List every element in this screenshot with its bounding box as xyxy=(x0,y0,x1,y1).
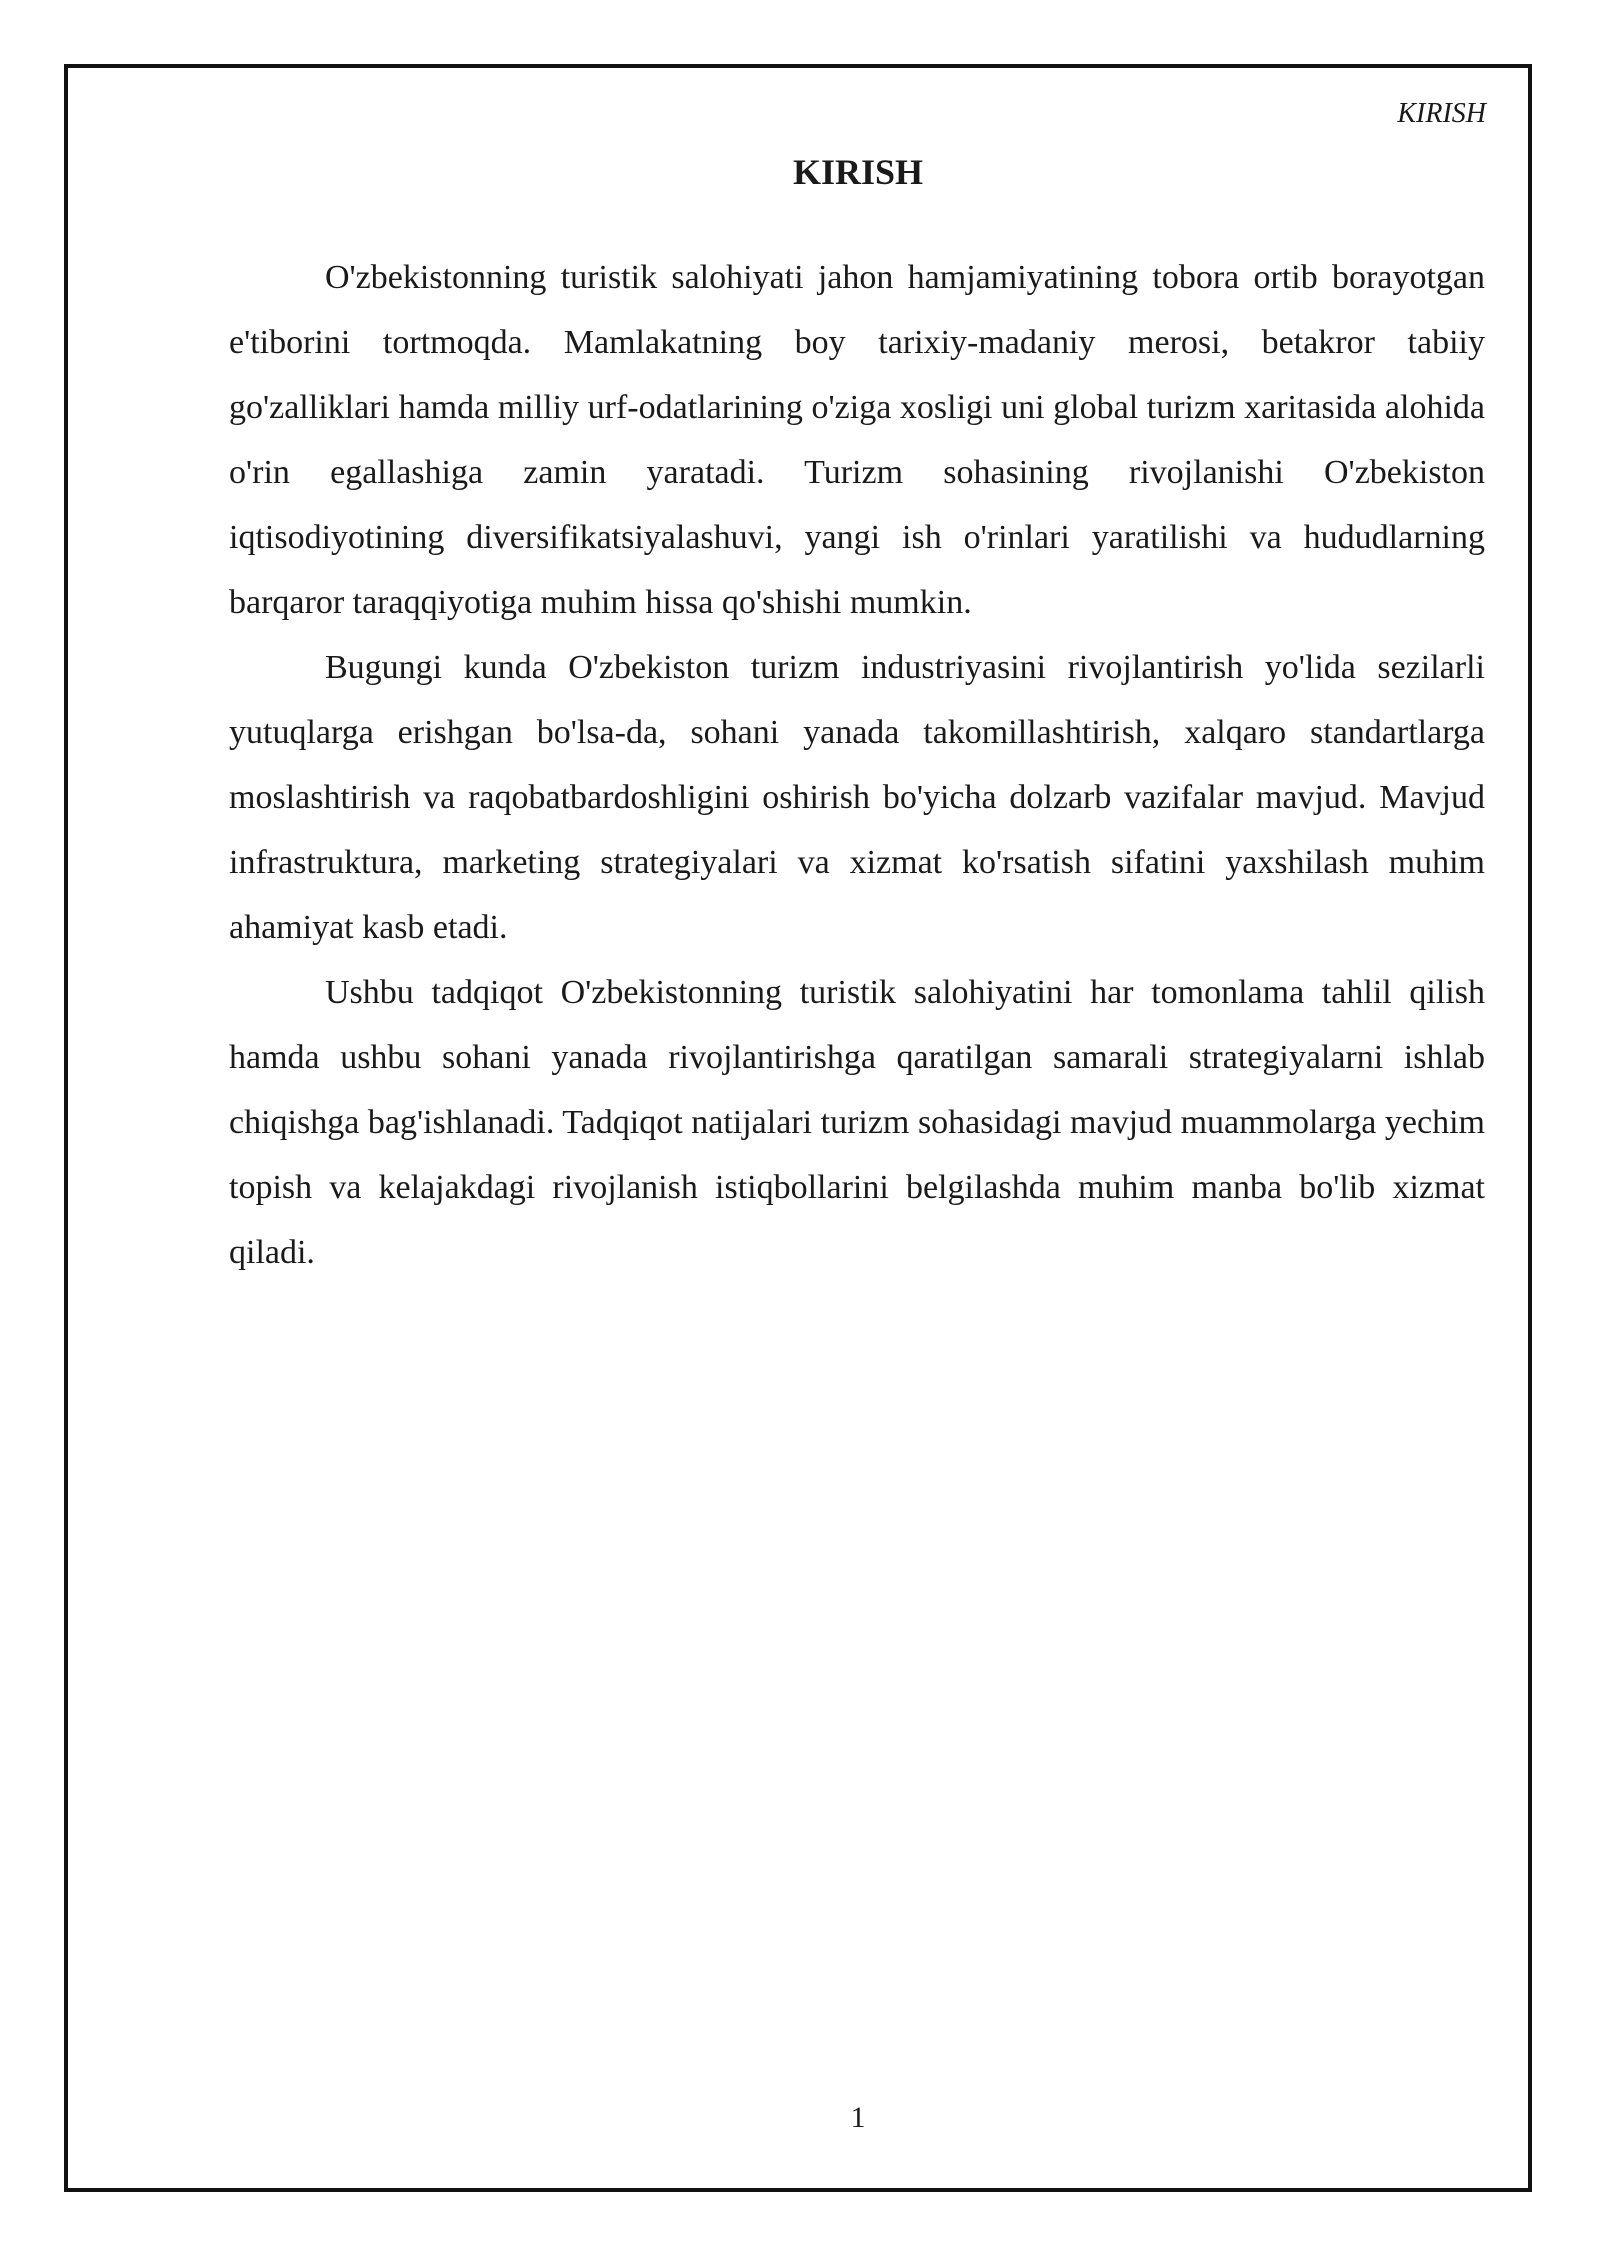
paragraph-1: O'zbekistonning turistik salohiyati jahon hamjamiyatining tobora ortib borayotgan e'tiborini tortmoqda. Mamlakatning boy tarixiy-madaniy merosi, betakror tabiiy go'zalliklari hamda milliy urf-odatlarining o'ziga xosligi uni global turizm xaritasida alohida o'rin egallashiga zamin yaratadi. Turizm sohasining rivojlanishi O'zbekiston iqtisodiyotining diversifikatsiyalashuvi, yangi ish o'rinlari yaratilishi va hududlarning barqaror taraqqiyotiga muhim hissa qo'shishi mumkin. xyxy=(229,259,1485,621)
page-title: KIRISH xyxy=(792,152,924,192)
paragraph-3: Ushbu tadqiqot O'zbekistonning turistik salohiyatini har tomonlama tahlil qilish hamda ushbu sohani yanada rivojlantirishga qaratilgan samarali strategiyalarni ishlab chiqishga bag'ishlanadi. Tadqiqot natijalari turizm sohasidagi mavjud muammolarga yechim topish va kelajakdagi rivojlanish istiqbollarini belgilashda muhim manba bo'lib xizmat qiladi. xyxy=(229,974,1485,1271)
running-header: KIRISH xyxy=(1397,98,1486,129)
page-number: 1 xyxy=(850,2101,866,2134)
paragraph-2: Bugungi kunda O'zbekiston turizm industriyasini rivojlantirish yo'lida sezilarli yutuqlarga erishgan bo'lsa-da, sohani yanada takomillashtirish, xalqaro standartlarga moslashtirish va raqobatbardoshligini oshirish bo'yicha dolzarb vazifalar mavjud. Mavjud infrastruktura, marketing strategiyalari va xizmat ko'rsatish sifatini yaxshilash muhim ahamiyat kasb etadi. xyxy=(229,649,1485,946)
document-body xyxy=(229,245,1485,1285)
